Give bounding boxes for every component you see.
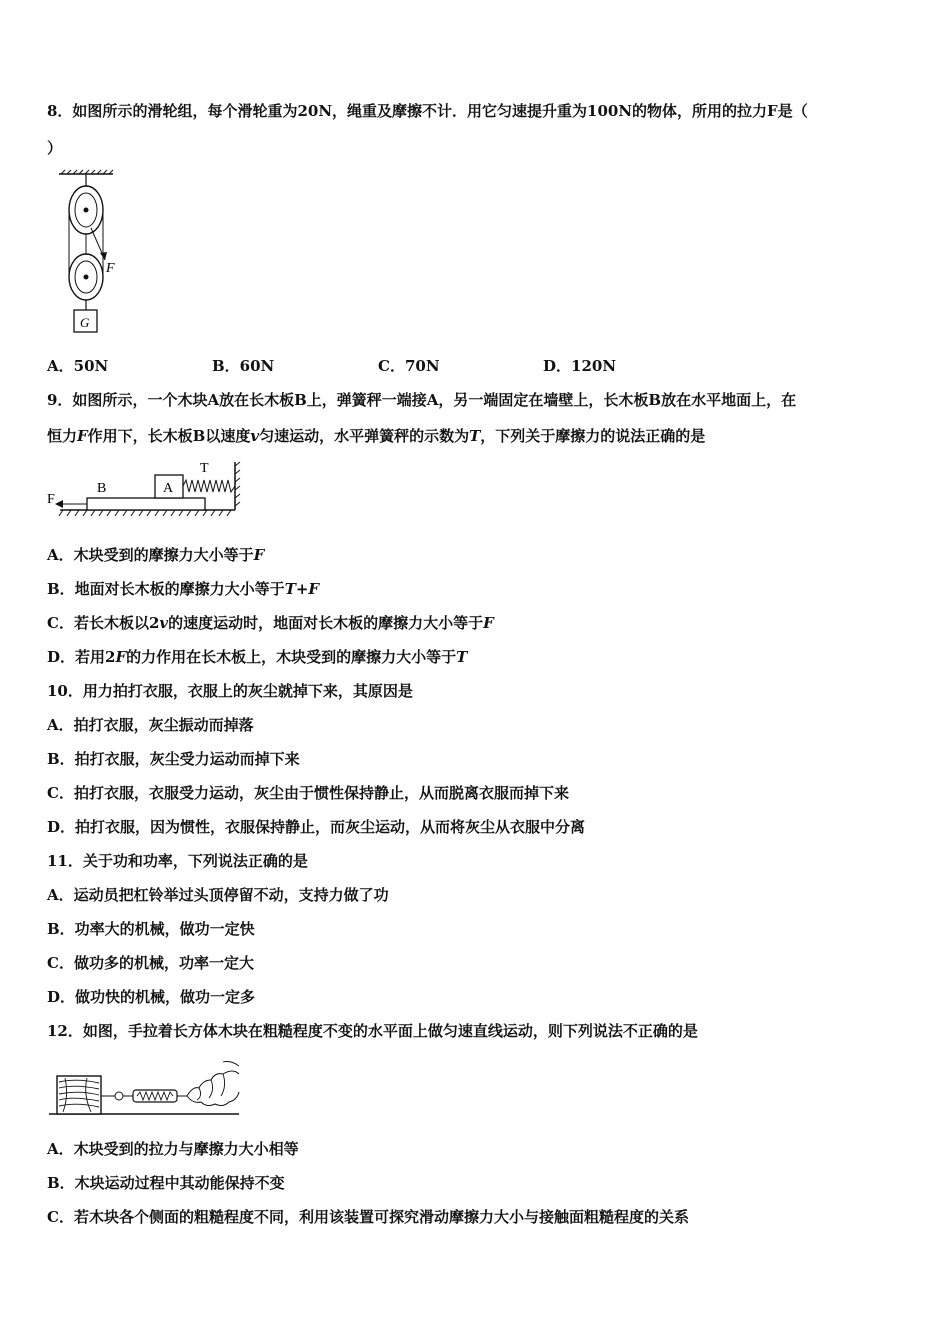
- q8-option-a: A．50N: [47, 357, 109, 375]
- q10-option-c: C．拍打衣服，衣服受力运动，灰尘由于惯性保持静止，从而脱离衣服而掉下来: [47, 784, 569, 802]
- q9-option-c: C．若长木板以2v的速度运动时，地面对长木板的摩擦力大小等于F: [47, 614, 494, 632]
- q12-option-c: C．若木块各个侧面的粗糙程度不同，利用该装置可探究滑动摩擦力大小与接触面粗糙程度的关系: [47, 1208, 689, 1226]
- board-spring-diagram: [45, 458, 245, 520]
- q9-option-a: A．木块受到的摩擦力大小等于F: [47, 546, 265, 564]
- q8-option-c: C．70N: [378, 357, 440, 375]
- pulley-label-f: F: [106, 261, 115, 276]
- q10-stem: 10．用力拍打衣服，衣服上的灰尘就掉下来，其原因是: [47, 682, 413, 700]
- q11-option-d: D．做功快的机械，做功一定多: [47, 988, 256, 1006]
- q8-option-b: B．60N: [212, 357, 275, 375]
- q8-stem-end: ）: [47, 139, 63, 157]
- q12-option-a: A．木块受到的拉力与摩擦力大小相等: [47, 1140, 299, 1158]
- diagram-label-a: A: [163, 481, 174, 496]
- q9-option-b: B．地面对长木板的摩擦力大小等于T+F: [47, 580, 320, 598]
- q11-option-b: B．功率大的机械，做功一定快: [47, 920, 255, 938]
- hand-pull-diagram: [47, 1058, 242, 1116]
- q11-option-c: C．做功多的机械，功率一定大: [47, 954, 254, 972]
- q10-option-b: B．拍打衣服，灰尘受力运动而掉下来: [47, 750, 300, 768]
- q10-option-a: A．拍打衣服，灰尘振动而掉落: [47, 716, 254, 734]
- q12-stem: 12．如图，手拉着长方体木块在粗糙程度不变的水平面上做匀速直线运动，则下列说法不正确的是: [47, 1022, 698, 1040]
- q12-option-b: B．木块运动过程中其动能保持不变: [47, 1174, 285, 1192]
- q9-stem-2: 恒力F作用下，长木板B以速度v匀速运动，水平弹簧秤的示数为T，下列关于摩擦力的说法正确的是: [47, 427, 706, 445]
- q11-stem: 11．关于功和功率，下列说法正确的是: [47, 852, 308, 870]
- q8-option-d: D．120N: [543, 357, 617, 375]
- pulley-diagram: [55, 170, 135, 340]
- q11-option-a: A．运动员把杠铃举过头顶停留不动，支持力做了功: [47, 886, 389, 904]
- diagram-label-b: B: [97, 481, 107, 496]
- diagram-label-t: T: [200, 461, 209, 476]
- diagram-label-f: F: [47, 492, 55, 507]
- q9-option-d: D．若用2F的力作用在长木板上，木块受到的摩擦力大小等于T: [47, 648, 468, 666]
- q9-stem-1: 9．如图所示，一个木块A放在长木板B上，弹簧秤一端接A，另一端固定在墙壁上，长木板B放在水平地面上，在: [47, 391, 797, 409]
- q8-stem: 8．如图所示的滑轮组，每个滑轮重为20N，绳重及摩擦不计．用它匀速提升重为100N的物体，所用的拉力F是（: [47, 102, 808, 120]
- q10-option-d: D．拍打衣服，因为惯性，衣服保持静止，而灰尘运动，从而将灰尘从衣服中分离: [47, 818, 586, 836]
- pulley-label-g: G: [80, 315, 90, 330]
